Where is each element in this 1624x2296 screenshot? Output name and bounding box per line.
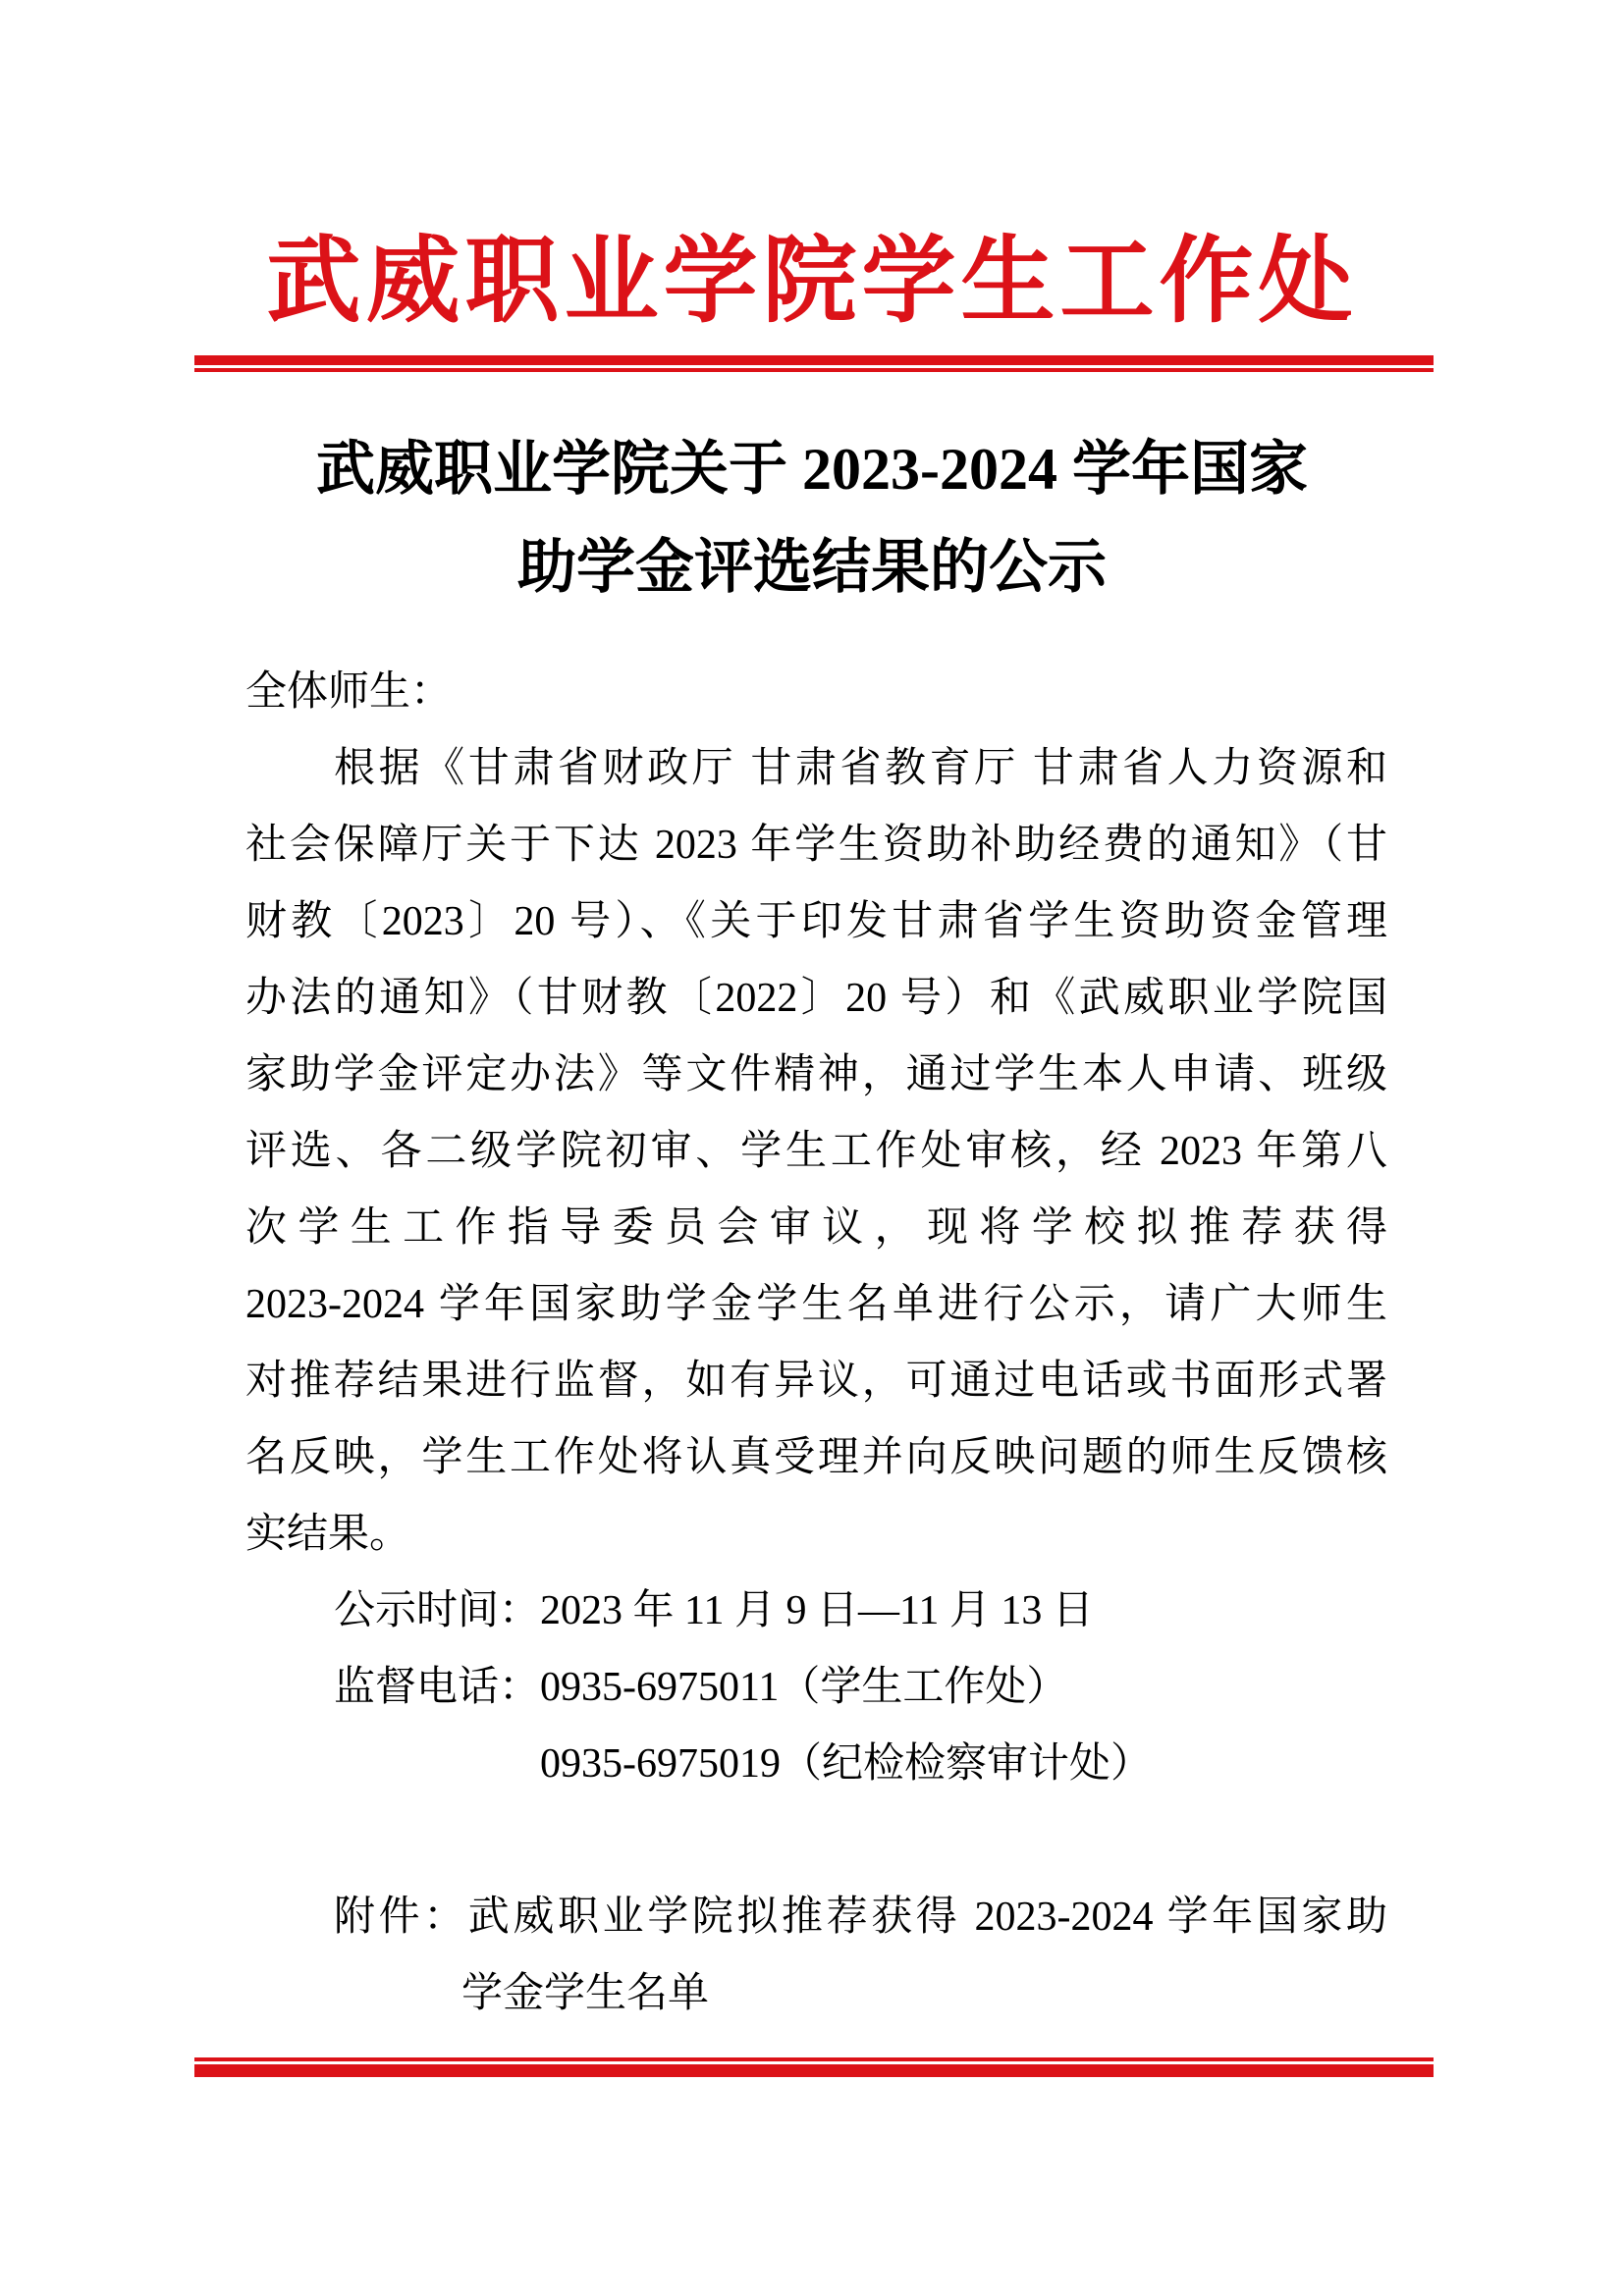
footer-rule-thick bbox=[194, 2064, 1434, 2077]
publicity-period-line: 公示时间：2023 年 11 月 9 日—11 月 13 日 bbox=[334, 1588, 1094, 1633]
blank-line bbox=[245, 1802, 1387, 1879]
letterhead-title: 武威职业学院学生工作处 bbox=[266, 229, 1358, 334]
notice-title-line-1: 武威职业学院关于 2023-2024 学年国家 bbox=[316, 437, 1308, 502]
footer-rule-thin bbox=[194, 2057, 1434, 2061]
letterhead-rule-thick bbox=[194, 355, 1434, 365]
body-line: 评选、各二级学院初审、学生工作处审核，经 2023 年第八 bbox=[245, 1129, 1387, 1174]
body-line: 家助学金评定办法》等文件精神，通过学生本人申请、班级 bbox=[245, 1052, 1387, 1097]
attachment-line-2: 学金学生名单 bbox=[461, 1971, 710, 2016]
supervision-phone-line-2: 0935-6975019（纪检检察审计处） bbox=[540, 1741, 1152, 1787]
letterhead-rule-thin bbox=[194, 368, 1434, 372]
body-line: 办法的通知》（甘财教〔2022〕20 号）和《武威职业学院国 bbox=[245, 976, 1387, 1021]
supervision-phone-line: 监督电话：0935-6975011（学生工作处） bbox=[334, 1665, 1068, 1710]
attachment-line: 附件：武威职业学院拟推荐获得 2023-2024 学年国家助 bbox=[334, 1895, 1387, 1940]
salutation-line: 全体师生： bbox=[245, 669, 453, 715]
body-line: 根据《甘肃省财政厅 甘肃省教育厅 甘肃省人力资源和 bbox=[334, 746, 1387, 791]
notice-title-line-2: 助学金评选结果的公示 bbox=[517, 535, 1107, 600]
body-line: 实结果。 bbox=[245, 1512, 411, 1557]
body-line: 2023-2024 学年国家助学金学生名单进行公示，请广大师生 bbox=[245, 1282, 1387, 1327]
notice-body bbox=[245, 654, 1387, 2032]
body-line: 名反映，学生工作处将认真受理并向反映问题的师生反馈核 bbox=[245, 1435, 1387, 1480]
body-line: 财教〔2023〕20 号）、《关于印发甘肃省学生资助资金管理 bbox=[245, 899, 1387, 944]
body-line: 对推荐结果进行监督，如有异议，可通过电话或书面形式署 bbox=[245, 1359, 1387, 1404]
body-line: 次学生工作指导委员会审议，现将学校拟推荐获得 bbox=[245, 1205, 1387, 1251]
notice-title bbox=[0, 420, 1624, 616]
body-line: 社会保障厅关于下达 2023 年学生资助补助经费的通知》（甘 bbox=[245, 823, 1387, 868]
